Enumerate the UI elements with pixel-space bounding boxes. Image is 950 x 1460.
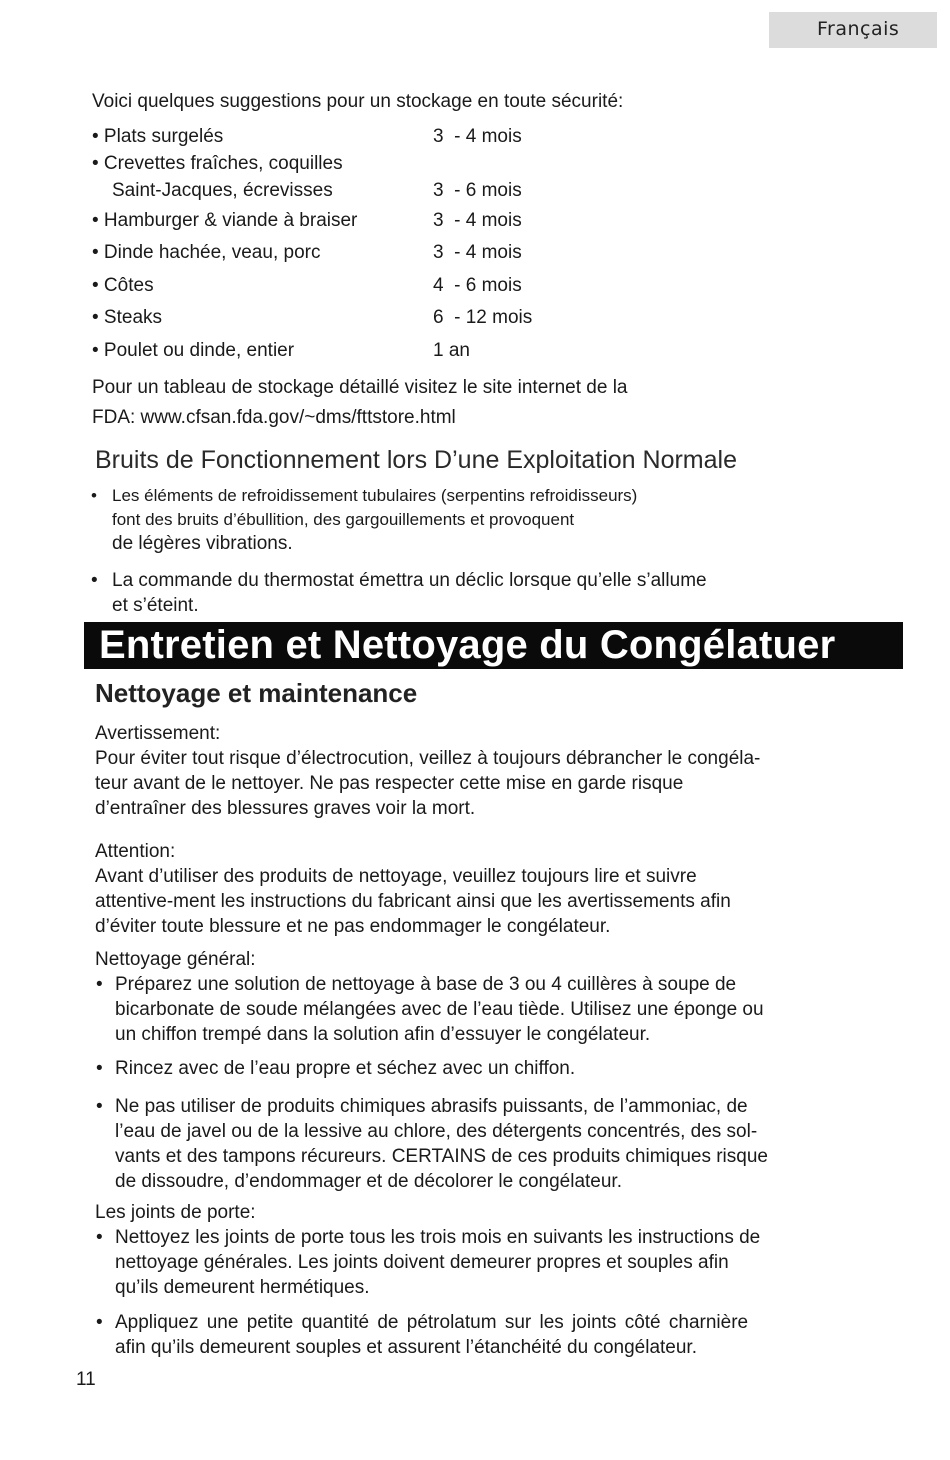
bullet-item — [96, 972, 764, 1047]
storage-duration: 3 - 4 mois — [433, 242, 522, 263]
fda-note-link: FDA: www.cfsan.fda.gov/~dms/fttstore.html — [92, 407, 456, 428]
bullet-line: Ne pas utiliser de produits chimiques abrasifs puissants, de l’ammoniac, de — [115, 1096, 748, 1117]
attention-block — [95, 839, 855, 939]
bullet-line: Appliquez une petite quantité de pétrolatum sur les joints côté charnière — [115, 1312, 749, 1333]
storage-item-continued: Saint-Jacques, écrevisses — [112, 180, 333, 201]
bullet-item — [91, 568, 707, 618]
bullet-line: Rincez avec de l’eau propre et séchez avec un chiffon. — [115, 1058, 576, 1079]
bullet-line: Nettoyez les joints de porte tous les trois mois en suivants les instructions de — [115, 1227, 761, 1248]
bullet-line: un chiffon trempé dans la solution afin d’essuyer le congélateur. — [115, 1024, 651, 1045]
warning-line: teur avant de le nettoyer. Ne pas respecter cette mise en garde risque — [95, 773, 684, 794]
bullet-item — [96, 1225, 760, 1300]
fda-note-line: Pour un tableau de stockage détaillé visitez le site internet de la — [92, 377, 628, 398]
subsection-heading: Nettoyage et maintenance — [95, 678, 418, 708]
bullet-item — [96, 1056, 575, 1081]
storage-item: • Steaks — [92, 307, 163, 328]
storage-duration: 1 an — [433, 340, 470, 361]
bullet-dot-icon: • — [96, 1227, 103, 1248]
attention-line: d’éviter toute blessure et ne pas endommager le congélateur. — [95, 916, 611, 937]
bullet-line: font des bruits d’ébullition, des gargouillements et provoquent — [112, 510, 575, 529]
bullet-dot-icon: • — [96, 1058, 103, 1079]
bullet-line: Les éléments de refroidissement tubulaires (serpentins refroidisseurs) — [112, 486, 638, 505]
storage-item: • Crevettes fraîches, coquilles — [92, 153, 343, 174]
bullet-line: vants et des tampons récureurs. CERTAINS de ces produits chimiques risque — [115, 1146, 768, 1167]
bullet-line: et s’éteint. — [112, 595, 199, 616]
storage-item: • Hamburger & viande à braiser — [92, 210, 358, 231]
storage-duration: 4 - 6 mois — [433, 275, 522, 296]
warning-line: d’entraîner des blessures graves voir la mort. — [95, 798, 476, 819]
storage-item: • Dinde hachée, veau, porc — [92, 242, 321, 263]
bullet-dot-icon: • — [96, 974, 103, 995]
bullet-line: qu’ils demeurent hermétiques. — [115, 1277, 370, 1298]
storage-duration: 3 - 4 mois — [433, 210, 522, 231]
storage-item: • Poulet ou dinde, entier — [92, 340, 295, 361]
storage-duration: 6 - 12 mois — [433, 307, 533, 328]
bullet-line: de légères vibrations. — [112, 533, 293, 554]
bullet-line: de dissoudre, d’endommager et de décolorer le congélateur. — [115, 1171, 622, 1192]
attention-line: Avant d’utiliser des produits de nettoyage, veuillez toujours lire et suivre — [95, 866, 697, 887]
bullet-line: La commande du thermostat émettra un déclic lorsque qu’elle s’allume — [112, 570, 707, 591]
language-tab: Français — [769, 12, 937, 48]
door-gaskets-label: Les joints de porte: — [95, 1202, 256, 1223]
bullet-dot-icon: • — [96, 1096, 103, 1117]
bullet-line: afin qu’ils demeurent souples et assurent l’étanchéité du congélateur. — [115, 1337, 697, 1358]
storage-duration: 3 - 6 mois — [433, 180, 522, 201]
bullet-dot-icon: • — [96, 1312, 103, 1333]
warning-line: Pour éviter tout risque d’électrocution, veillez à toujours débrancher le congéla- — [95, 748, 761, 769]
bullet-dot-icon: • — [91, 570, 98, 591]
bullet-item — [91, 484, 637, 556]
page-number: 11 — [76, 1369, 96, 1390]
bullet-line: Préparez une solution de nettoyage à base de 3 ou 4 cuillères à soupe de — [115, 974, 737, 995]
warning-block — [95, 721, 855, 821]
general-cleaning-label: Nettoyage général: — [95, 949, 256, 970]
storage-item: • Plats surgelés — [92, 126, 224, 147]
attention-label: Attention: — [95, 841, 176, 862]
section-heading-noises: Bruits de Fonctionnement lors D’une Exploitation Normale — [95, 446, 737, 474]
storage-duration: 3 - 4 mois — [433, 126, 522, 147]
bullet-item — [96, 1094, 768, 1194]
bullet-line: nettoyage générales. Les joints doivent demeurer propres et souples afin — [115, 1252, 729, 1273]
bullet-item — [96, 1310, 748, 1360]
storage-item: • Côtes — [92, 275, 154, 296]
attention-line: attentive-ment les instructions du fabricant ainsi que les avertissements afin — [95, 891, 731, 912]
bullet-line: l’eau de javel ou de la lessive au chlore, des détergents concentrés, des sol- — [115, 1121, 758, 1142]
bullet-line: bicarbonate de soude mélangées avec de l’eau tiède. Utilisez une éponge ou — [115, 999, 764, 1020]
chapter-banner: Entretien et Nettoyage du Congélatuer — [84, 622, 903, 669]
storage-intro: Voici quelques suggestions pour un stockage en toute sécurité: — [92, 91, 624, 112]
bullet-dot-icon: • — [91, 486, 97, 505]
warning-label: Avertissement: — [95, 723, 221, 744]
